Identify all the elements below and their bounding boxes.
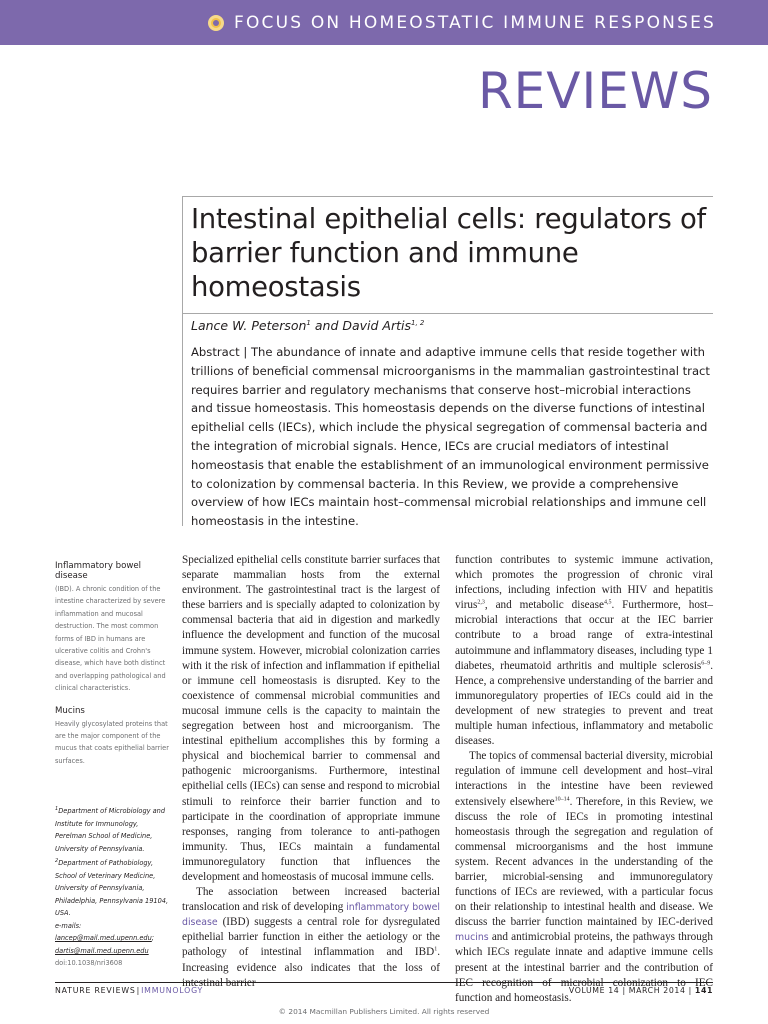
citation-ref[interactable]: 1	[434, 946, 438, 953]
author-affiliation-mark: 1, 2	[411, 318, 425, 327]
glossary-link-ibd[interactable]: inflammatory bowel disease	[182, 902, 441, 929]
copyright-notice: © 2014 Macmillan Publishers Limited. All rights reserved	[278, 1007, 490, 1016]
citation-ref[interactable]: 10–14	[554, 795, 570, 802]
citation-ref[interactable]: 4,5	[603, 599, 612, 606]
glossary-term: Inflammatory bowel disease	[55, 561, 142, 581]
affiliation-2: $^2$Department of Pathobiology, School of Veterinary Medicine, University of Pennsylvania, Philadelphia, Pennsylvania 19104, USA.	[55, 858, 169, 918]
email-link[interactable]: dartis@mail.med.upenn.edu	[55, 946, 149, 955]
contact-emails: e-mails: lancep@mail.med.upenn.edu; dartis@mail.med.upenn.edu	[55, 921, 155, 955]
doi[interactable]: doi:10.1038/nri3608	[55, 959, 123, 968]
title-top-divider	[182, 196, 713, 197]
footer-divider	[55, 982, 713, 983]
glossary-sidebar	[55, 561, 171, 778]
title-left-divider	[182, 196, 183, 526]
body-paragraph: The topics of commensal bacterial diversity, microbial regulation of immune cell development and host–viral interactions in the intestine have been reviewed extensively elsewhere$^{10-14}$. Therefore, in this Review, we discuss the role of IECs in promoting intestinal homeostasis through the segregation and regulation of commensal microorganisms and the host immune system. Recent advances in the understanding of the barrier, microbial-sensing and immunoregulatory functions of IECs are reviewed, with a particular focus on their relationship to intestinal health and disease. We discuss the barrier function maintained by IEC-derived mucins and antimicrobial proteins, the pathways through which IECs regulate innate and adaptive immune cells present at the intestinal barrier and the contribution of IEC recognition of microbial colonization to IEC function and homeostasis.	[455, 750, 713, 1004]
banner-title: FOCUS ON HOMEOSTATIC IMMUNE RESPONSES	[233, 13, 716, 33]
body-paragraph: Specialized epithelial cells constitute barrier surfaces that separate mammalian hosts from the external environment. The gastrointestinal tract is the largest of these barriers and is specially adapted to colonization by commensal bacteria that aid in digestion and markedly influence the development and function of the mucosal immune system. However, microbial colonization carries with it the risk of infection and inflammation if epithelial or immune cell homeostasis is disrupted. Key to the coexistence of commensal microbial communities and mucosal immune cells is the capacity to maintain the segregation between host and microorganism. The intestinal epithelium accomplishes this by forming a physical and biochemical barrier to commensal and pathogenic microorganisms. Furthermore, intestinal epithelial cells (IECs) can sense and respond to microbial stimuli to reinforce their barrier function and to participate in the coordination of appropriate immune responses, ranging from tolerance to anti-pathogen immunity. Thus, IECs maintain a fundamental immunoregulatory function that influences the development and homeostasis of mucosal immune cells.	[182, 554, 440, 883]
body-paragraph: function contributes to systemic immune activation, which promotes the progression of chronic viral infections, including infection with HIV and hepatitis virus$^{2,3}$, and metabolic disease$^{4,5}$. Furthermore, host–microbial interactions that occur at the IEC barrier contribute to a broad range of extra-intestinal autoimmune and inflammatory diseases, including type 1 diabetes, rheumatoid arthritis and multiple sclerosis$^{6-9}$. Hence, a comprehensive understanding of the barrier and immunoregulatory properties of IECs could aid in the development of new strategies to prevent and treat multiple human infectious, inflammatory and metabolic diseases.	[455, 554, 713, 748]
series-banner	[0, 0, 768, 45]
section-label: REVIEWS	[477, 62, 713, 120]
footer-volume: VOLUME 14	[568, 986, 620, 995]
authors-divider	[182, 313, 713, 314]
body-column-2	[455, 553, 713, 1006]
footer-date: MARCH 2014	[628, 986, 686, 995]
author-joiner: and	[310, 318, 343, 333]
page-number: 141	[694, 986, 713, 995]
author-line	[191, 318, 424, 333]
body-paragraph: The association between increased bacterial translocation and risk of developing inflammatory bowel disease (IBD) suggests a central role for dysregulated epithelial barrier function in either the aetiology or the pathology of intestinal inflammation and IBD$^1$. Increasing evidence also indicates that the loss of intestinal barrier	[182, 886, 441, 989]
author-affiliation-mark: 1	[306, 318, 311, 327]
glossary-link-mucins[interactable]: mucins	[455, 932, 489, 944]
footer-journal-name: IMMUNOLOGY	[141, 986, 204, 995]
affiliation-1: $^1$Department of Microbiology and Institute for Immunology, Perelman School of Medicine, University of Pennsylvania.	[55, 806, 166, 853]
banner-content	[208, 10, 716, 36]
footer-publisher: NATURE REVIEWS	[55, 986, 136, 995]
glossary-term: Mucins	[55, 705, 85, 716]
email-link[interactable]: lancep@mail.med.upenn.edu	[55, 934, 152, 943]
article-title: Intestinal epithelial cells: regulators of barrier function and immune homeostasis	[191, 203, 706, 303]
affiliations	[55, 803, 171, 970]
footer-issue: VOLUME 14 | MARCH 2014 | 141	[568, 986, 713, 995]
glossary-definition: Heavily glycosylated proteins that are the major component of the mucus that coats epithelial barrier surfaces.	[55, 719, 169, 765]
body-column-1	[182, 553, 440, 991]
footer-journal: NATURE REVIEWS|IMMUNOLOGY	[55, 986, 204, 995]
citation-ref[interactable]: 2,3	[477, 599, 485, 606]
glossary-entry-ibd	[55, 561, 171, 695]
glossary-entry-mucins	[55, 706, 171, 768]
abstract: Abstract | The abundance of innate and adaptive immune cells that reside together with trillions of beneficial commensal microorganisms in the mammalian gastrointestinal tract requires barrier and regulatory mechanisms that conserve host–microbial interactions and tissue homeostasis. This homeostasis depends on the diverse functions of intestinal epithelial cells (IECs), which include the physical segregation of commensal bacteria and the integration of microbial signals. Hence, IECs are crucial mediators of intestinal homeostasis that enable the establishment of an immunological environment permissive to colonization by commensal bacteria. In this Review, we provide a comprehensive overview of how IECs maintain host–commensal microbial relationships and immune cell homeostasis in the intestine.	[191, 345, 710, 529]
glossary-definition: (IBD). A chronic condition of the intestine characterized by severe inflammation and mucosal destruction. The most common forms of IBD in humans are ulcerative colitis and Crohn's disease, which have both distinct and overlapping pathological and clinical characteristics.	[55, 585, 166, 693]
target-icon	[208, 15, 224, 31]
author-name[interactable]: Lance W. Peterson	[191, 318, 307, 333]
citation-ref[interactable]: 6–9	[701, 659, 711, 666]
author-name[interactable]: David Artis	[342, 318, 411, 333]
